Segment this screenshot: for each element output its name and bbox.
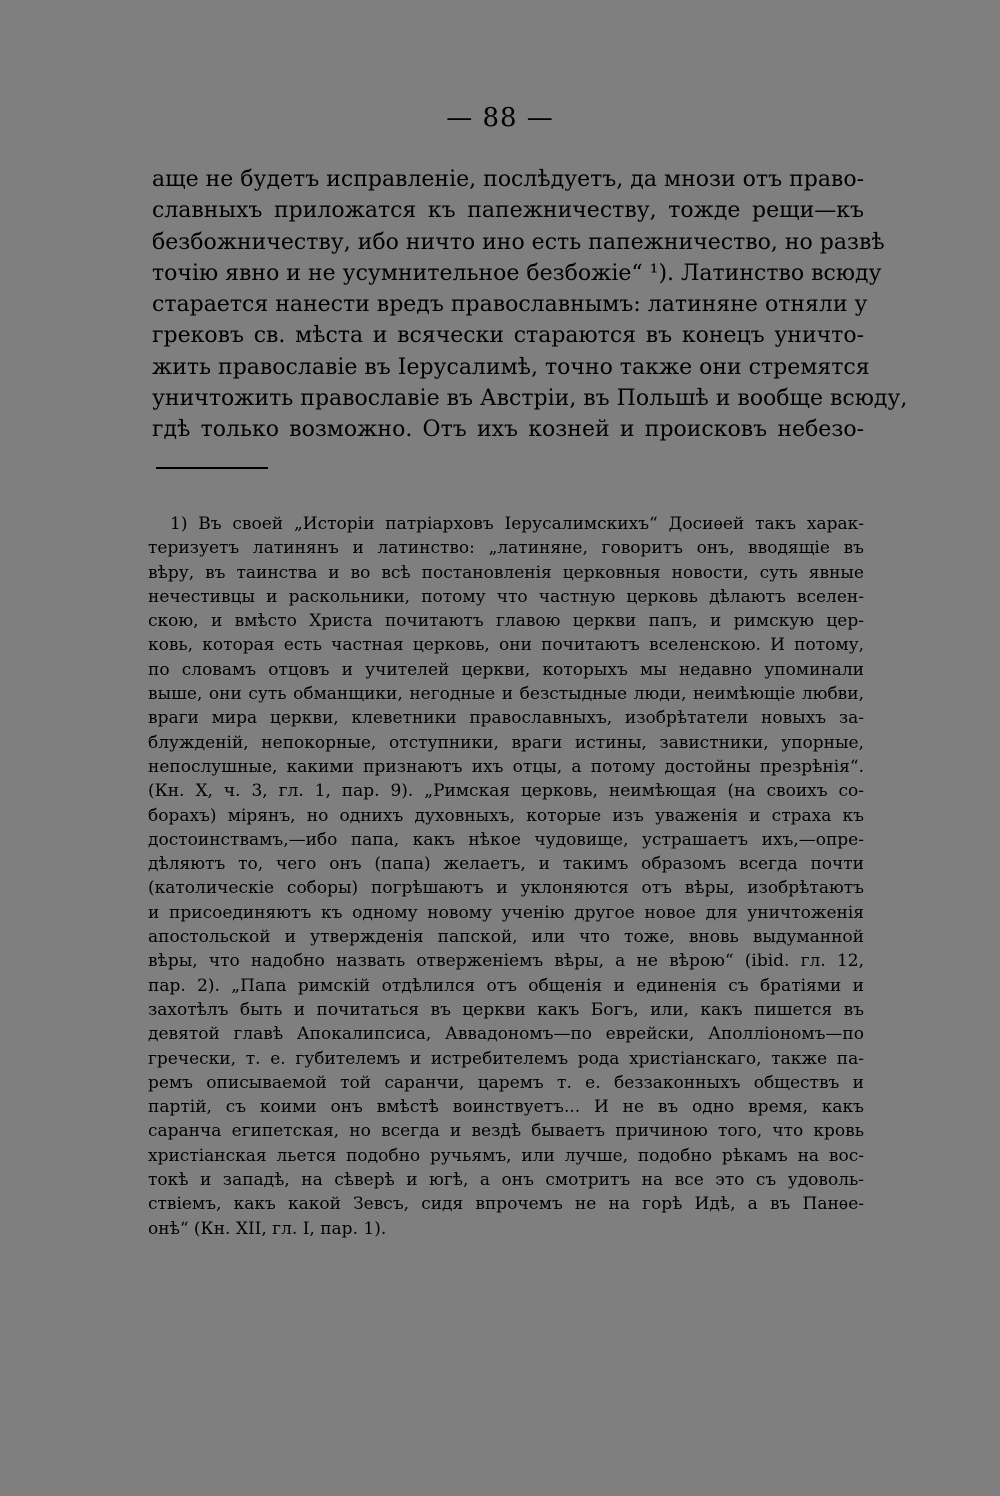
main-text-line: гдѣ только возможно. Отъ ихъ козней и происковъ небезо- xyxy=(152,417,864,443)
footnote-line: борахъ) мірянъ, но однихъ духовныхъ, которые изъ уваженія и страха къ xyxy=(148,805,864,826)
main-text xyxy=(152,164,908,446)
footnote-line: дѣляютъ то, чего онъ (папа) желаетъ, и такимъ образомъ всегда почти xyxy=(148,854,864,875)
footnote-line: 1) Въ своей „Исторіи патріарховъ Іерусалимскихъ“ Досиѳей такъ харак- xyxy=(170,514,864,534)
footnote-line: вѣру, въ таинства и во всѣ постановленія церковныя новости, суть явные xyxy=(148,562,864,583)
footnote-line: (католическіе соборы) погрѣшаютъ и уклоняются отъ вѣры, изобрѣтаютъ xyxy=(148,878,864,899)
footnote-separator xyxy=(156,467,268,469)
footnote-line: и присоединяютъ къ одному новому ученію другое новое для уничтоженія xyxy=(148,902,864,923)
footnote-line: ствіемъ, какъ какой Зевсъ, сидя впрочемъ не на горѣ Идѣ, а въ Панѳе- xyxy=(148,1194,864,1215)
footnote-line: пар. 2). „Папа римскій отдѣлился отъ общенія и единенія съ братіями и xyxy=(148,975,864,996)
footnote xyxy=(148,512,864,1241)
footnote-line: саранча египетская, но всегда и вездѣ бываетъ причиною того, что кровь xyxy=(148,1121,864,1142)
main-text-line: жить православіе въ Іерусалимѣ, точно также они стремятся xyxy=(152,354,870,380)
footnote-line: ремъ описываемой той саранчи, царемъ т. е. беззаконныхъ обществъ и xyxy=(148,1072,864,1093)
footnote-line: по словамъ отцовъ и учителей церкви, которыхъ мы недавно упоминали xyxy=(148,659,864,680)
footnote-line: христіанская льется подобно ручьямъ, или лучше, подобно рѣкамъ на вос- xyxy=(148,1145,864,1166)
main-text-line: аще не будетъ исправленіе, послѣдуетъ, да мнози отъ право- xyxy=(152,167,864,192)
main-text-line: славныхъ приложатся къ папежничеству, тожде рещи—къ xyxy=(152,198,864,224)
footnote-line: захотѣлъ быть и почитаться въ церкви какъ Богъ, или, какъ пишется въ xyxy=(148,999,864,1020)
footnote-line: вѣры, что надобно назвать отверженіемъ вѣры, а не вѣрою“ (ibid. гл. 12, xyxy=(148,951,864,972)
footnote-line: достоинствамъ,—ибо папа, какъ нѣкое чудовище, устрашаетъ ихъ,—опре- xyxy=(148,829,864,850)
footnote-line: скою, и вмѣсто Христа почитаютъ главою церкви папъ, и римскую цер- xyxy=(148,611,864,632)
footnote-line: ковь, которая есть частная церковь, они почитаютъ вселенскою. И потому, xyxy=(148,635,864,656)
main-text-line: безбожничеству, ибо ничто ино есть папежничество, но развѣ xyxy=(152,229,885,255)
page-number: — 88 — xyxy=(446,103,554,133)
main-text-line: старается нанести вредъ православнымъ: латиняне отняли у xyxy=(152,292,868,318)
footnote-line: онѣ“ (Кн. XII, гл. I, пар. 1). xyxy=(148,1218,387,1239)
footnote-line: апостольской и утвержденія папской, или что тоже, вновь выдуманной xyxy=(148,927,864,948)
footnote-line: (Кн. X, ч. 3, гл. 1, пар. 9). „Римская церковь, неимѣющая (на своихъ со- xyxy=(148,781,864,802)
footnote-line: теризуетъ латинянъ и латинство: „латиняне, говоритъ онъ, вводящіе въ xyxy=(148,538,864,559)
main-text-line: грековъ св. мѣста и всячески стараются въ конецъ уничто- xyxy=(152,323,864,349)
main-text-line: уничтожить православіе въ Австріи, въ Польшѣ и вообще всюду, xyxy=(152,386,908,412)
footnote-line: враги мира церкви, клеветники православныхъ, изобрѣтатели новыхъ за- xyxy=(148,708,864,729)
footnote-line: токѣ и западѣ, на сѣверѣ и югѣ, а онъ смотритъ на все это съ удоволь- xyxy=(148,1170,864,1191)
footnote-line: гречески, т. е. губителемъ и истребителемъ рода христіанскаго, также па- xyxy=(148,1048,864,1069)
footnote-line: блужденій, непокорные, отступники, враги истины, завистники, упорные, xyxy=(148,732,864,753)
footnote-line: выше, они суть обманщики, негодные и безстыдные люди, неимѣющіе любви, xyxy=(148,684,864,705)
footnote-line: партій, съ коими онъ вмѣстѣ воинствуетъ... И не въ одно время, какъ xyxy=(148,1097,864,1118)
footnote-line: девятой главѣ Апокалипсиса, Аввадономъ—по еврейски, Аполліономъ—по xyxy=(148,1024,864,1045)
footnote-line: нечестивцы и раскольники, потому что частную церковь дѣлаютъ вселен- xyxy=(148,586,864,607)
footnote-line: непослушные, какими признаютъ ихъ отцы, а потому достойны презрѣнія“. xyxy=(148,756,864,777)
main-text-line: точію явно и не усумнительное безбожіе“ ¹). Латинство всюду xyxy=(152,260,882,286)
